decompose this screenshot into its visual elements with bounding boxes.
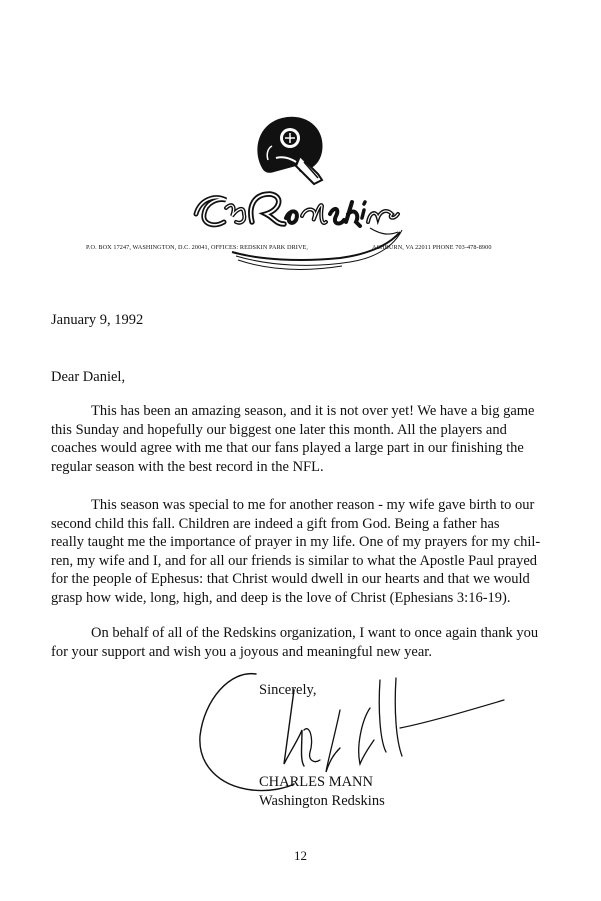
paragraph-3 (51, 624, 551, 661)
paragraph-line: ren, my wife and I, and for all our friends is similar to what the Apostle Paul prayed (51, 552, 538, 569)
paragraph-line: regular season with the best record in the NFL. (51, 458, 324, 475)
paragraph-line: grasp how wide, long, high, and deep is the love of Christ (Ephesians 3:16-19). (51, 589, 511, 606)
redskins-logo (0, 110, 601, 295)
letterhead (0, 110, 601, 295)
signer-organization: Washington Redskins (259, 793, 385, 809)
letterhead-address-contact: ASHBURN, VA 22011 PHONE 703-478-8900 (372, 244, 492, 251)
paragraph-1 (51, 402, 551, 476)
letter-date: January 9, 1992 (51, 312, 144, 328)
paragraph-line: This has been an amazing season, and it is not over yet! We have a big game (91, 403, 535, 419)
salutation: Dear Daniel, (51, 369, 126, 385)
paragraph-2 (51, 496, 551, 607)
paragraph-line: On behalf of all of the Redskins organization, I want to once again thank you (91, 625, 539, 641)
signer-name: CHARLES MANN (259, 774, 373, 790)
team-wordmark (196, 194, 398, 226)
paragraph-line: This season was special to me for another reason - my wife gave birth to our (91, 497, 535, 513)
helmet-icon (257, 117, 322, 184)
letterhead-address: P.O. BOX 17247, WASHINGTON, D.C. 20041, OFFICES: REDSKIN PARK DRIVE, (86, 244, 309, 251)
paragraph-line: really taught me the importance of prayer in my life. One of my prayers for my chil- (51, 534, 541, 550)
paragraph-line: for your support and wish you a joyous and meaningful new year. (51, 643, 432, 660)
paragraph-line: for the people of Ephesus: that Christ would dwell in our hearts and that we would (51, 571, 530, 587)
paragraph-line: second child this fall. Children are indeed a gift from God. Being a father has (51, 515, 500, 532)
page-number: 12 (294, 848, 307, 863)
paragraph-line: coaches would agree with me that our fans played a large part in our finishing the (51, 440, 524, 456)
paragraph-line: this Sunday and hopefully our biggest one later this month. All the players and (51, 421, 507, 438)
closing: Sincerely, (259, 682, 317, 698)
